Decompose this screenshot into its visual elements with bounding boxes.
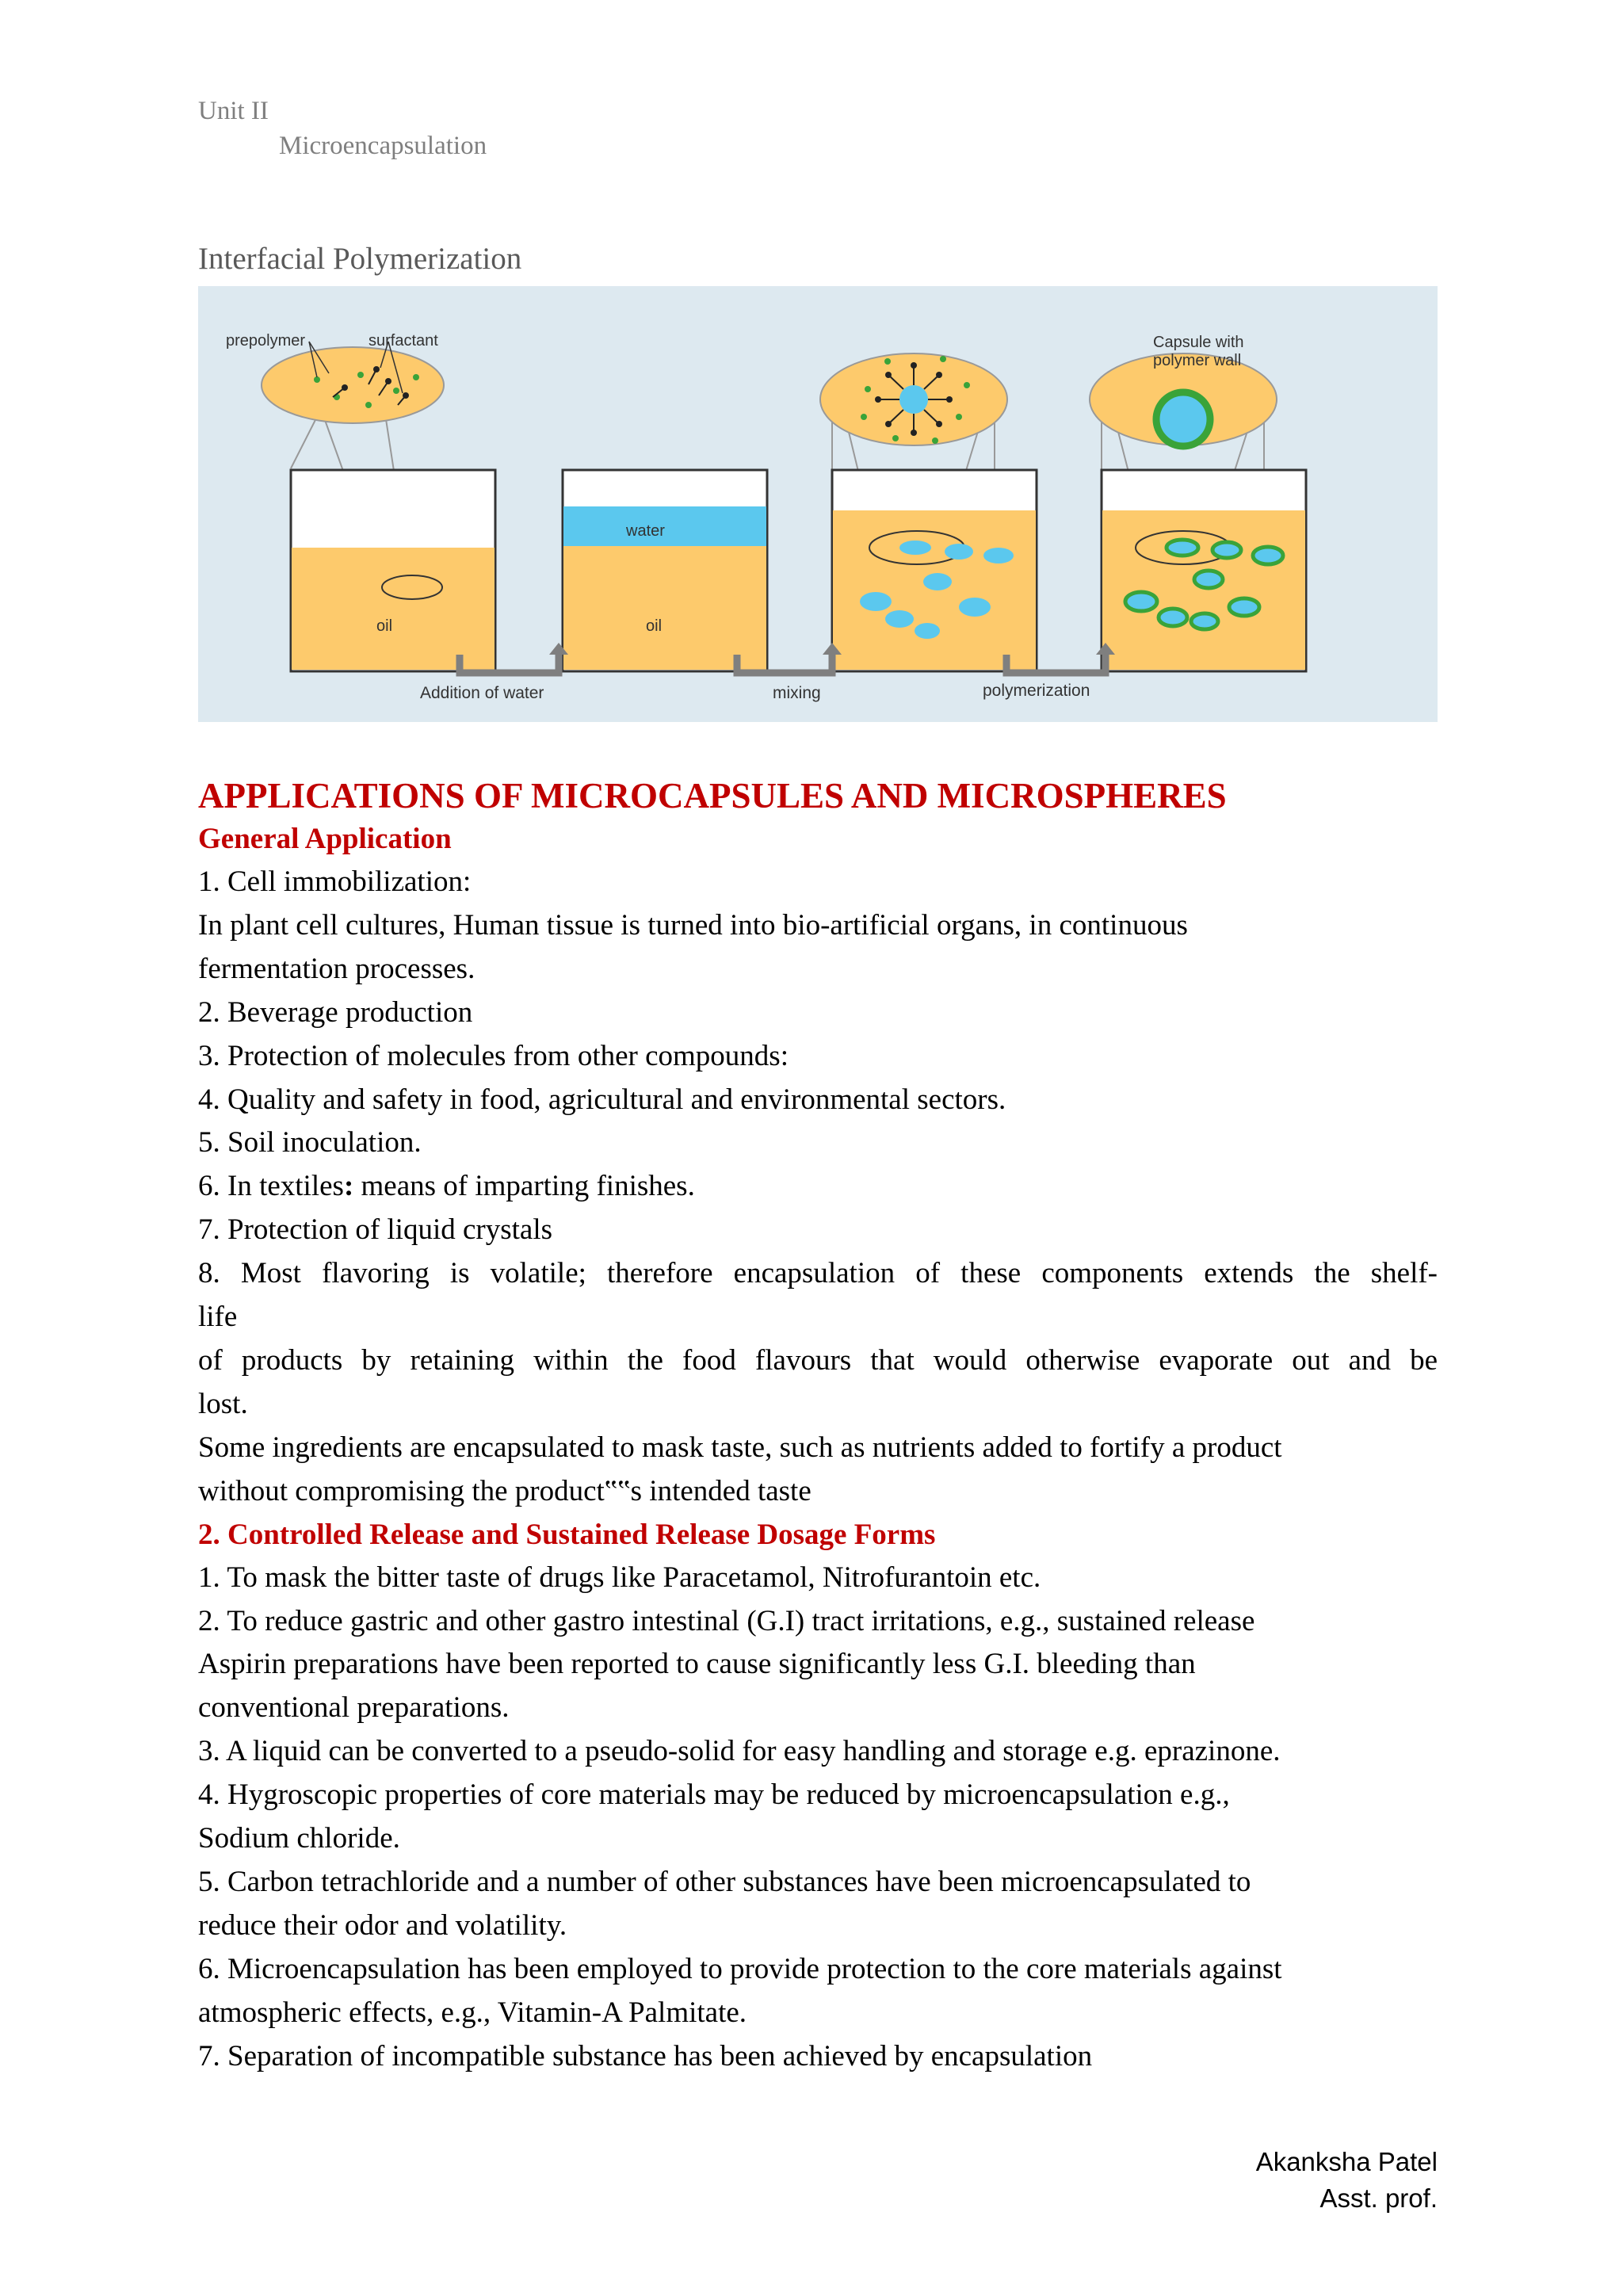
beaker-polymerization-stage (1090, 334, 1306, 671)
text-line: reduce their odor and volatility. (198, 1908, 567, 1942)
text-line: 4. Quality and safety in food, agricultural and environmental sectors. (198, 1083, 1006, 1116)
applications-heading: APPLICATIONS OF MICROCAPSULES AND MICROSPHERES (198, 776, 1227, 816)
figure-diagram (198, 286, 1438, 722)
text-line: lost. (198, 1387, 248, 1420)
text-line-textiles (198, 1165, 1438, 1209)
water-layer (563, 506, 766, 546)
textiles-colon: : (343, 1170, 354, 1203)
text-line: life (198, 1301, 238, 1334)
controlled-release-list (198, 1557, 1438, 2079)
text-line: Some ingredients are encapsulated to mask taste, such as nutrients added to fortify a product (198, 1431, 1282, 1464)
text-line: 5. Soil inoculation. (198, 1126, 422, 1159)
polymer-capsule (1156, 392, 1210, 446)
text-line: Aspirin preparations have been reported to cause significantly less G.I. bleeding than (198, 1648, 1196, 1681)
text-line: 7. Protection of liquid crystals (198, 1213, 553, 1247)
text-line: 6. Microencapsulation has been employed to provide protection to the core materials against (198, 1952, 1282, 1985)
author-name: Akanksha Patel (1255, 2147, 1438, 2176)
polymerization-label: polymerization (983, 682, 1090, 700)
header-unit: Unit II (198, 97, 269, 125)
capsule-label-line2: polymer wall (1153, 352, 1242, 369)
oil-layer (563, 546, 766, 670)
interfacial-polymerization-figure (198, 286, 1438, 722)
process-arrows (460, 655, 1106, 673)
text-line: conventional preparations. (198, 1691, 510, 1725)
oil-label-2: oil (646, 617, 663, 635)
capsule-label-line1: Capsule with (1153, 334, 1244, 351)
header-subtitle: Microencapsulation (279, 132, 487, 160)
text-line: atmospheric effects, e.g., Vitamin-A Palmitate. (198, 1996, 747, 2029)
text-line: 7. Separation of incompatible substance has been achieved by encapsulation (198, 2039, 1093, 2073)
document-body (198, 774, 1438, 2078)
text-line: 1. Cell immobilization: (198, 865, 472, 898)
general-application-heading: General Application (198, 823, 452, 855)
controlled-release-heading: 2. Controlled Release and Sustained Release Dosage Forms (198, 1518, 936, 1551)
text-line: of products by retaining within the food flavours that would otherwise evaporate out and be (198, 1343, 1438, 1377)
general-application-list (198, 861, 1438, 1514)
water-label: water (626, 522, 665, 540)
text-line: fermentation processes. (198, 952, 475, 985)
figure-title: Interfacial Polymerization (198, 242, 522, 276)
text-line: 8. Most flavoring is volatile; therefore encapsulation of these components extends the shelf- (198, 1257, 1438, 1290)
text-line: 2. Beverage production (198, 995, 473, 1029)
prepolymer-zoom-bubble (262, 347, 444, 423)
text-line: 5. Carbon tetrachloride and a number of other substances have been microencapsulated to (198, 1865, 1251, 1898)
text-line: 3. A liquid can be converted to a pseudo-solid for easy handling and storage e.g. eprazinone. (198, 1735, 1281, 1768)
author-title: Asst. prof. (1319, 2183, 1438, 2213)
oil-label-1: oil (376, 617, 393, 635)
text-line: without compromising the product‟‟s intended taste (198, 1474, 812, 1507)
beaker-water-oil-stage (563, 470, 767, 671)
beaker-oil-stage (226, 332, 495, 671)
text-line: 3. Protection of molecules from other compounds: (198, 1039, 789, 1072)
textiles-suffix: means of imparting finishes. (353, 1170, 695, 1203)
textiles-prefix: 6. In textiles (198, 1170, 344, 1203)
author-footer (1256, 2144, 1438, 2217)
text-line: Sodium chloride. (198, 1822, 400, 1855)
text-line: 4. Hygroscopic properties of core materials may be reduced by microencapsulation e.g., (198, 1778, 1230, 1812)
text-line: In plant cell cultures, Human tissue is turned into bio-artificial organs, in continuous (198, 908, 1188, 942)
beaker-mixing-stage (820, 353, 1037, 671)
capsule-layer (1102, 510, 1305, 670)
mixing-label: mixing (773, 684, 821, 702)
text-line: 2. To reduce gastric and other gastro intestinal (G.I) tract irritations, e.g., sustained release (198, 1604, 1255, 1637)
prepolymer-label: prepolymer (226, 332, 306, 350)
text-line: 1. To mask the bitter taste of drugs like Paracetamol, Nitrofurantoin etc. (198, 1561, 1041, 1594)
addition-of-water-label: Addition of water (420, 684, 544, 702)
surfactant-label: surfactant (369, 332, 438, 350)
oil-layer (292, 548, 495, 670)
